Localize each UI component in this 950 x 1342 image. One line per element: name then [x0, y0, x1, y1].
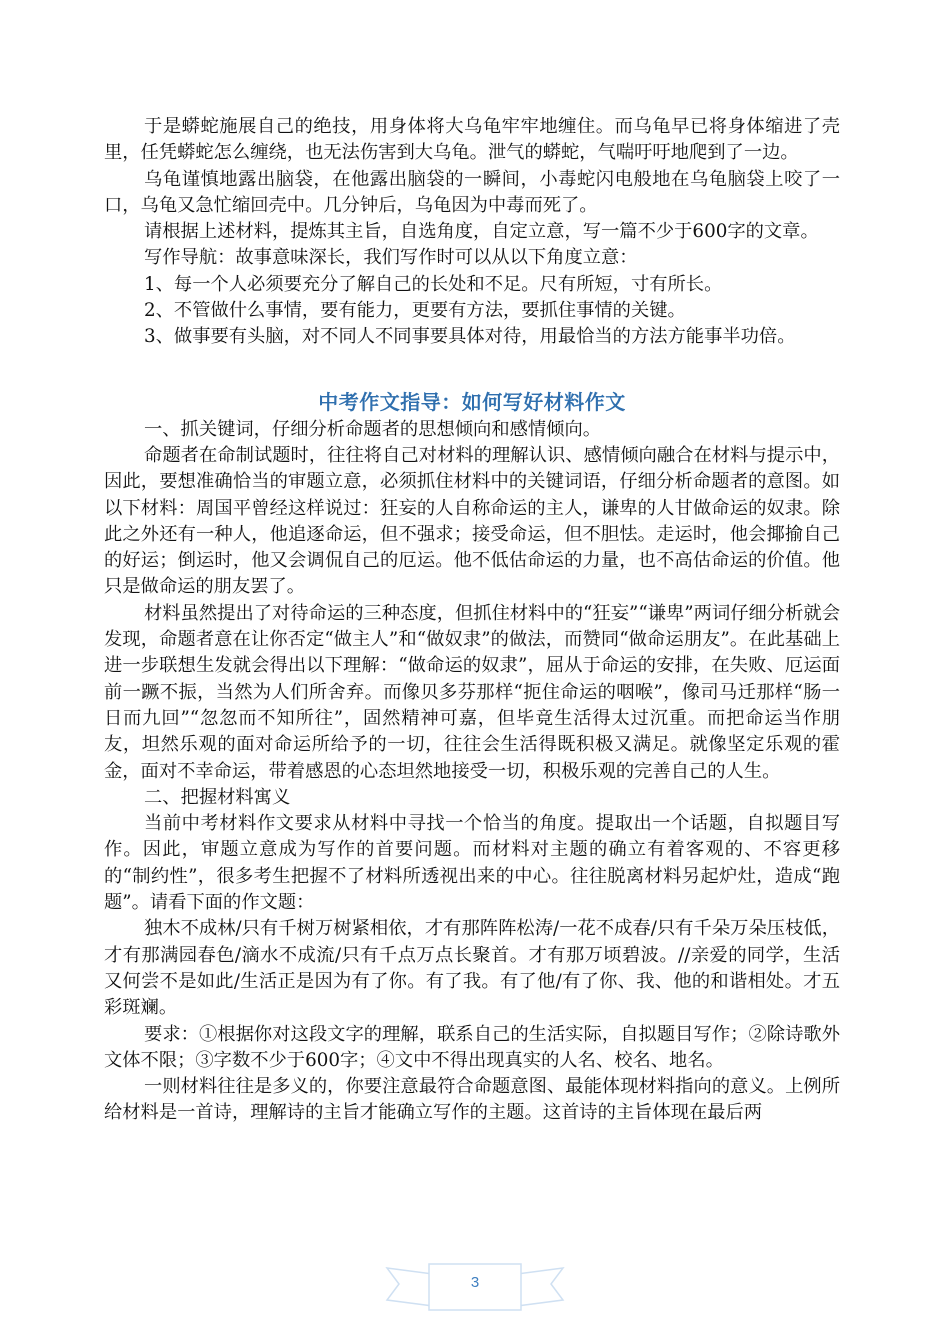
- paragraph: 一则材料往往是多义的，你要注意最符合命题意图、最能体现材料指向的意义。上例所给材料是一首诗，理解诗的主旨才能确立写作的主题。这首诗的主旨体现在最后两: [104, 1076, 840, 1124]
- paragraph: 3、做事要有头脑，对不同人不同事要具体对待，用最恰当的方法方能事半功倍。: [144, 326, 796, 348]
- paragraph: 二、把握材料寓义: [144, 786, 291, 808]
- paragraph: 一、抓关键词，仔细分析命题者的思想倾向和感情倾向。: [144, 418, 602, 440]
- paragraph: 乌龟谨慎地露出脑袋，在他露出脑袋的一瞬间，小毒蛇闪电般地在乌龟脑袋上咬了一口，乌龟又急忙缩回壳中。几分钟后，乌龟因为中毒而死了。: [104, 168, 840, 216]
- paragraph: 写作导航：故事意味深长，我们写作时可以从以下角度立意：: [144, 247, 638, 269]
- paragraph: 命题者在命制试题时，往往将自己对材料的理解认识、感情倾向融合在材料与提示中，因此，要想准确恰当的审题立意，必须抓住材料中的关键词语，仔细分析命题者的意图。如以下材料：周国平曾经这样说过：狂妄的人自称命运的主人，谦卑的人甘做命运的奴隶。除此之外还有一种人，他追逐命运，但不强求；接受命运，但不胆怯。走运时，他会揶揄自己的好运；倒运时，他又会调侃自己的厄运。他不低估命运的力量，也不高估命运的价值。他只是做命运的朋友罢了。: [104, 444, 840, 598]
- paragraph: 1、每一个人必须要充分了解自己的长处和不足。尺有所短，寸有所长。: [144, 273, 723, 295]
- document-body: [104, 114, 840, 1127]
- paragraph: 要求：①根据你对这段文字的理解，联系自己的生活实际，自拟题目写作；②除诗歌外文体不限；③字数不少于600字；④文中不得出现真实的人名、校名、地名。: [104, 1023, 840, 1071]
- paragraph: 当前中考材料作文要求从材料中寻找一个恰当的角度。提取出一个话题，自拟题目写作。因此，审题立意成为写作的首要问题。而材料对主题的确立有着客观的、不容更移的“制约性”，很多考生把握不了材料所透视出来的中心。往往脱离材料另起炉灶，造成“跑题”。请看下面的作文题：: [104, 813, 840, 914]
- page-footer: [385, 1260, 565, 1320]
- paragraph: 于是蟒蛇施展自己的绝技，用身体将大乌龟牢牢地缠住。而乌龟早已将身体缩进了壳里，任凭蟒蛇怎么缠绕，也无法伤害到大乌龟。泄气的蟒蛇，气喘吁吁地爬到了一边。: [104, 116, 840, 164]
- paragraph: 2、不管做什么事情，要有能力，更要有方法，要抓住事情的关键。: [144, 300, 686, 322]
- paragraph: 请根据上述材料，提炼其主旨，自选角度，自定立意，写一篇不少于600字的文章。: [144, 221, 819, 243]
- page-number: 3: [470, 1274, 480, 1291]
- paragraph: 独木不成林/只有千树万树紧相依，才有那阵阵松涛/一花不成春/只有千朵万朵压枝低，才有那满园春色/滴水不成流/只有千点万点长聚首。才有那万顷碧波。//亲爱的同学，生活又何尝不是如此/生活正是因为有了你。有了我。有了他/有了你、我、他的和谐相处。才五彩斑斓。: [104, 918, 840, 1019]
- section-title: 中考作文指导：如何写好材料作文: [318, 389, 626, 414]
- paragraph: 材料虽然提出了对待命运的三种态度，但抓住材料中的“狂妄”“谦卑”两词仔细分析就会发现，命题者意在让你否定“做主人”和“做奴隶”的做法，而赞同“做命运朋友”。在此基础上进一步联想生发就会得出以下理解：“做命运的奴隶”，屈从于命运的安排，在失败、厄运面前一蹶不振，当然为人们所舍弃。而像贝多芬那样“扼住命运的咽喉”，像司马迁那样“肠一日而九回”“忽忽而不知所往”，固然精神可嘉，但毕竟生活得太过沉重。而把命运当作朋友，坦然乐观的面对命运所给予的一切，往往会生活得既积极又满足。就像坚定乐观的霍金，面对不幸命运，带着感恩的心态坦然地接受一切，积极乐观的完善自己的人生。: [104, 602, 840, 782]
